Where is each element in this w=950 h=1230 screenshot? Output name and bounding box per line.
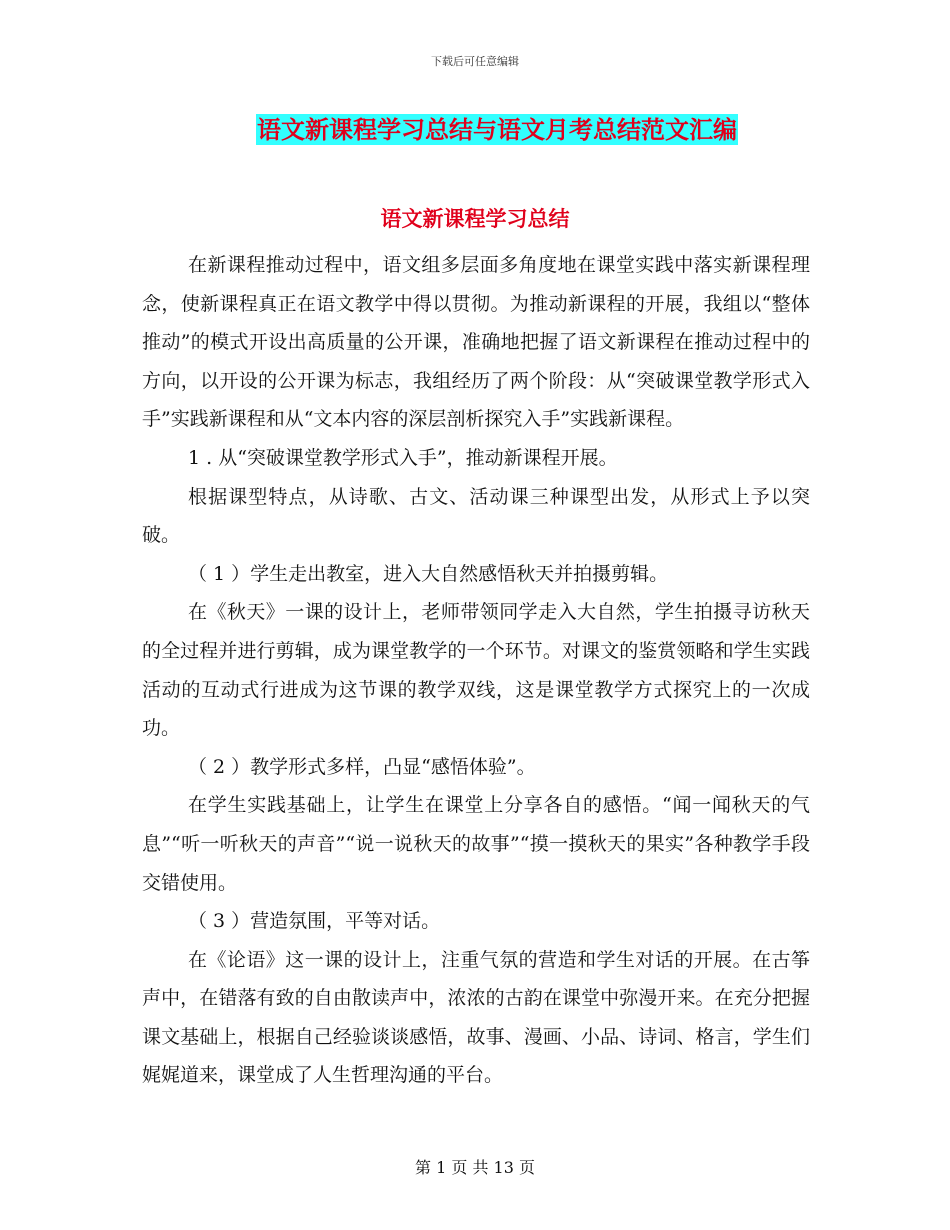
paragraph: 在新课程推动过程中，语文组多层面多角度地在课堂实践中落实新课程理念，使新课程真正在语文教学中得以贯彻。为推动新课程的开展，我组以“整体推动”的模式开设出高质量的公开课，准确地把握了语文新课程在推动过程中的方向，以开设的公开课为标志，我组经历了两个阶段：从“突破课堂教学形式入手”实践新课程和从“文本内容的深层剖析探究入手”实践新课程。 (142, 254, 810, 431)
paragraph: （ 2 ）教学形式多样，凸显“感悟体验”。 (188, 755, 536, 778)
paragraph: 1 . 从“突破课堂教学形式入手”，推动新课程开展。 (188, 446, 618, 469)
paragraph: 根据课型特点，从诗歌、古文、活动课三种课型出发，从形式上予以突破。 (142, 485, 810, 547)
document-title (0, 114, 950, 145)
document-title-text: 语文新课程学习总结与语文月考总结范文汇编 (257, 115, 737, 144)
paragraph: （ 1 ）学生走出教室，进入大自然感悟秋天并拍摄剪辑。 (188, 562, 669, 585)
page-footer: 第 1 页 共 13 页 (415, 1158, 535, 1177)
paragraph: 在《秋天》一课的设计上，老师带领同学走入大自然，学生拍摄寻访秋天的全过程并进行剪辑，成为课堂教学的一个环节。对课文的鉴赏领略和学生实践活动的互动式行进成为这节课的教学双线，这是课堂教学方式探究上的一次成功。 (142, 601, 810, 740)
document-body (142, 246, 810, 1095)
paragraph: （ 3 ）营造氛围，平等对话。 (188, 910, 441, 933)
section-title: 语文新课程学习总结 (380, 206, 570, 231)
paragraph: 在学生实践基础上，让学生在课堂上分享各自的感悟。“闻一闻秋天的气息”“听一听秋天的声音”“说一说秋天的故事”“摸一摸秋天的果实”各种教学手段交错使用。 (142, 794, 810, 894)
paragraph: 在《论语》这一课的设计上，注重气氛的营造和学生对话的开展。在古筝声中，在错落有致的自由散读声中，浓浓的古韵在课堂中弥漫开来。在充分把握课文基础上，根据自己经验谈谈感悟，故事、漫画、小品、诗词、格言，学生们娓娓道来，课堂成了人生哲理沟通的平台。 (142, 948, 810, 1087)
header-note: 下载后可任意编辑 (431, 55, 519, 68)
